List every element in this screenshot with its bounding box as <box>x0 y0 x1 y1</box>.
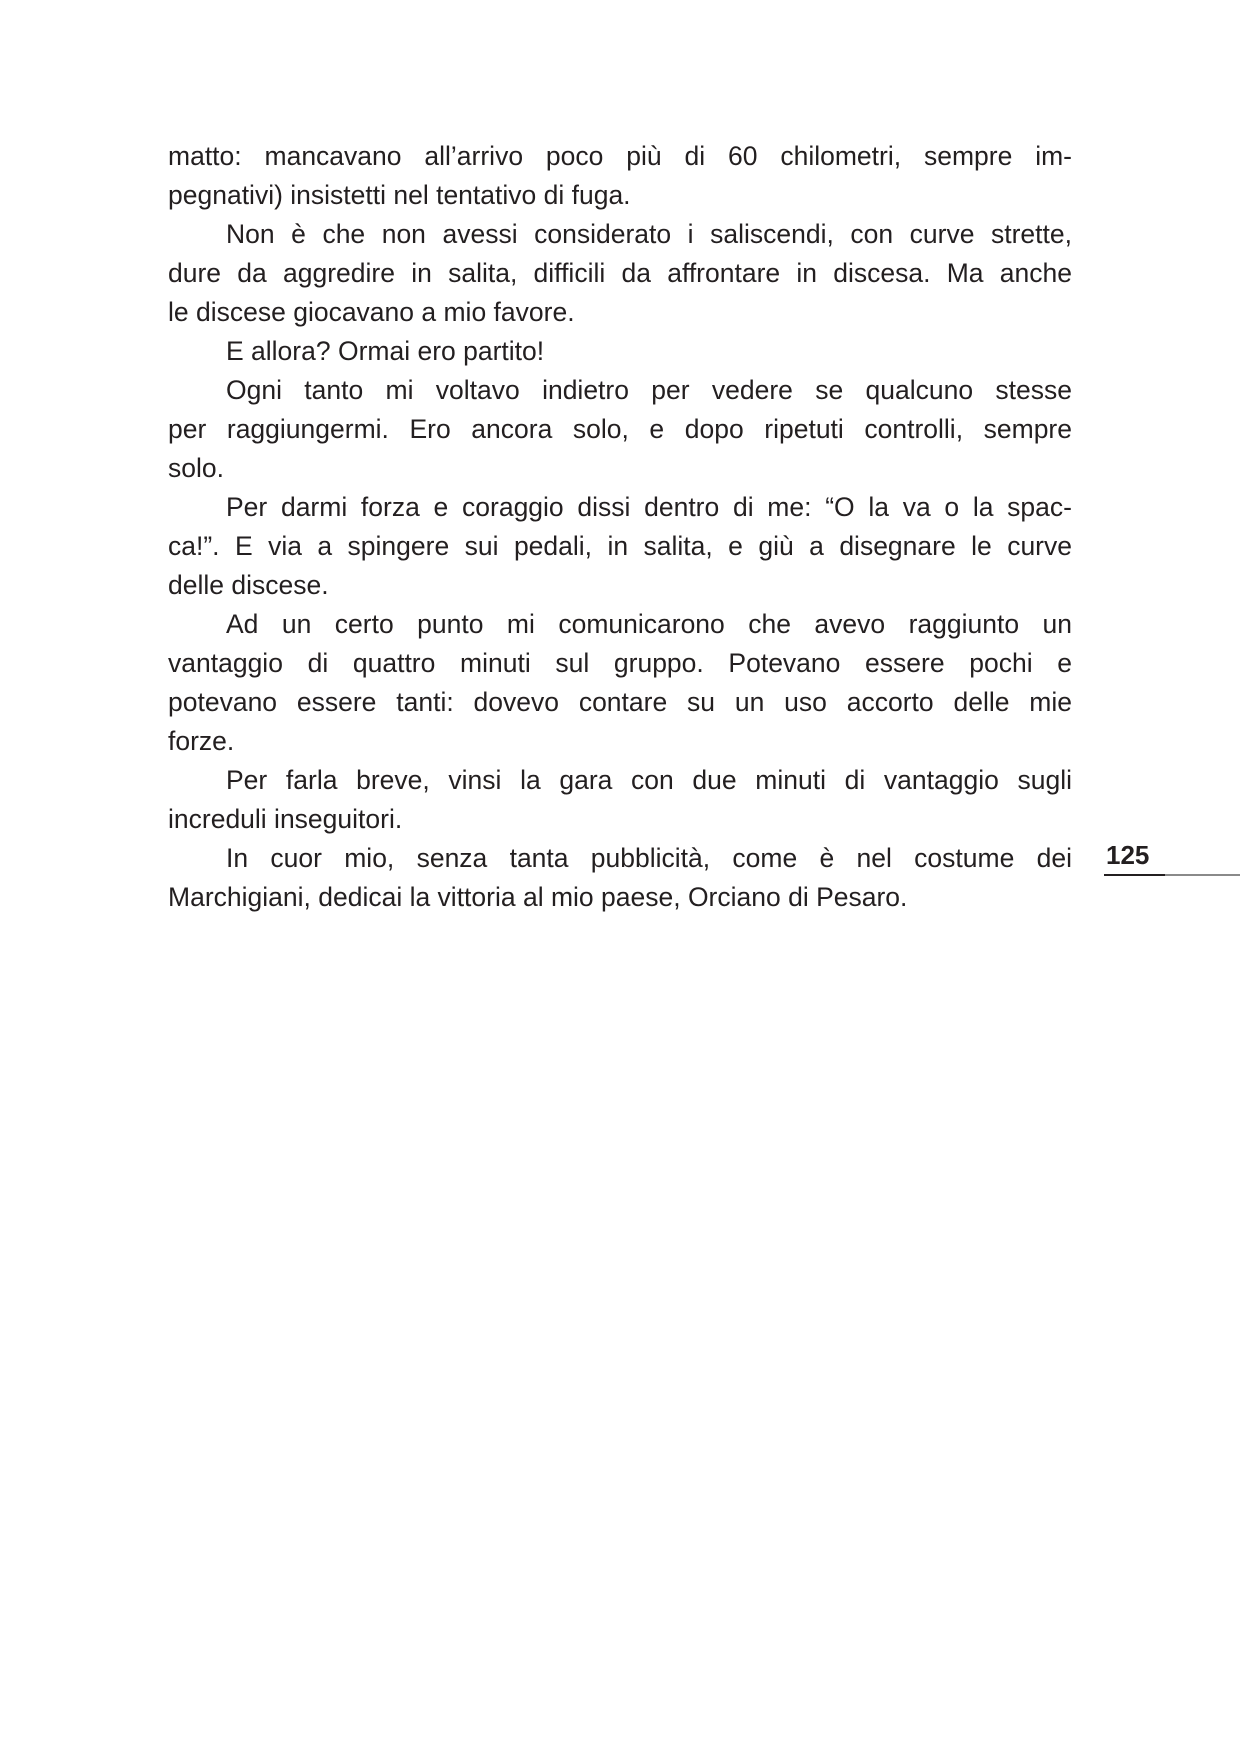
text-line: increduli inseguitori. <box>168 804 403 834</box>
text-line: Ogni tanto mi voltavo indietro per vedere se qualcuno stesse <box>226 375 1072 405</box>
text-line: le discese giocavano a mio favore. <box>168 297 575 327</box>
text-line: Per darmi forza e coraggio dissi dentro di me: “O la va o la spac- <box>226 492 1072 522</box>
text-line: pegnativi) insistetti nel tentativo di fuga. <box>168 180 631 210</box>
text-line: In cuor mio, senza tanta pubblicità, come è nel costume dei <box>226 843 1072 873</box>
text-line: delle discese. <box>168 570 329 600</box>
page-number: 125 <box>1106 840 1150 870</box>
page-number-rule <box>1104 874 1240 876</box>
text-line: per raggiungermi. Ero ancora solo, e dopo ripetuti controlli, sempre <box>168 414 1072 444</box>
text-line: Ad un certo punto mi comunicarono che avevo raggiunto un <box>226 609 1072 639</box>
text-line: E allora? Ormai ero partito! <box>226 336 545 366</box>
text-line: vantaggio di quattro minuti sul gruppo. Potevano essere pochi e <box>168 648 1072 678</box>
text-line: solo. <box>168 453 224 483</box>
text-line: matto: mancavano all’arrivo poco più di 60 chilometri, sempre im- <box>168 141 1072 171</box>
text-line: dure da aggredire in salita, difficili da affrontare in discesa. Ma anche <box>168 258 1072 288</box>
text-line: potevano essere tanti: dovevo contare su un uso accorto delle mie <box>168 687 1072 717</box>
text-line: Marchigiani, dedicai la vittoria al mio paese, Orciano di Pesaro. <box>168 882 908 912</box>
text-line: ca!”. E via a spingere sui pedali, in salita, e giù a disegnare le curve <box>168 531 1072 561</box>
text-line: Per farla breve, vinsi la gara con due minuti di vantaggio sugli <box>226 765 1072 795</box>
body-text <box>168 137 1072 917</box>
text-line: forze. <box>168 726 235 756</box>
text-line: Non è che non avessi considerato i saliscendi, con curve strette, <box>226 219 1072 249</box>
